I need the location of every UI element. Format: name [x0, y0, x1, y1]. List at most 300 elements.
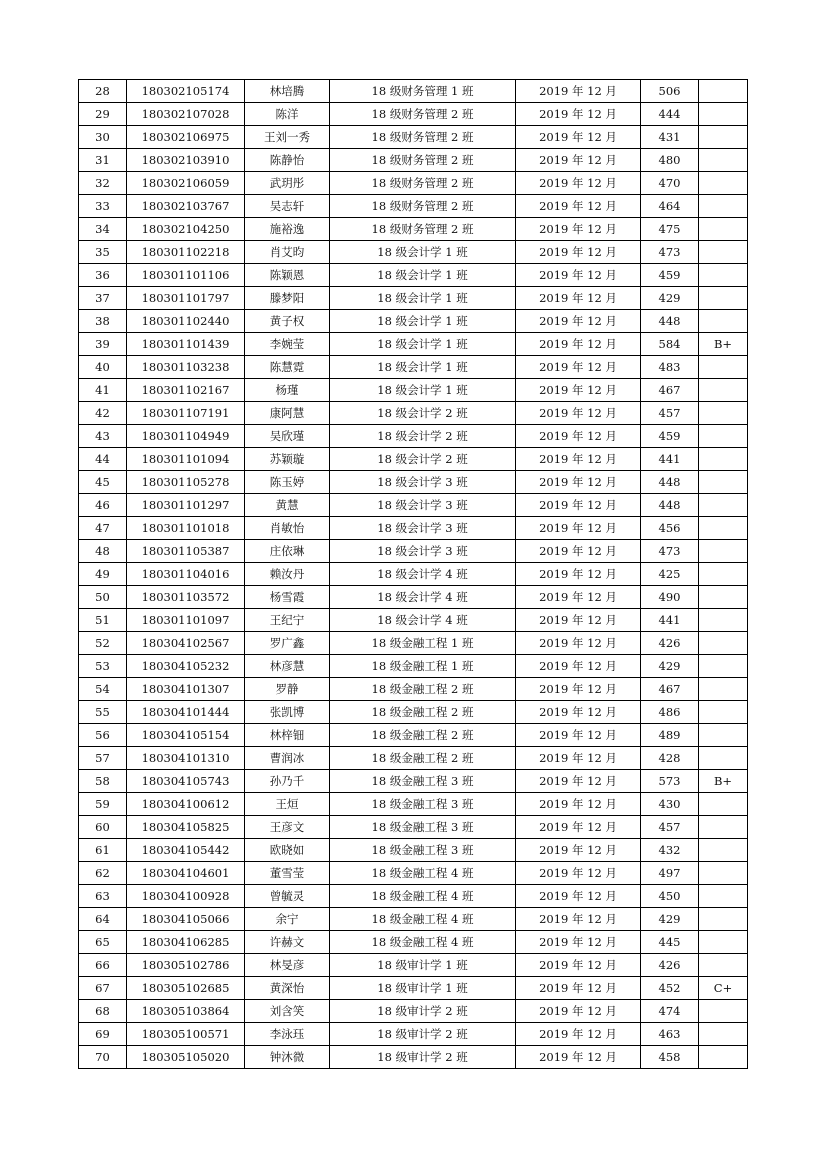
row-number-cell: 44	[79, 448, 127, 471]
student-name-cell: 王纪宁	[245, 609, 330, 632]
student-id-cell: 180304100928	[127, 885, 245, 908]
row-number-cell: 60	[79, 816, 127, 839]
student-name-cell: 王刘一秀	[245, 126, 330, 149]
student-id-cell: 180301101018	[127, 517, 245, 540]
exam-date-cell: 2019 年 12 月	[516, 1046, 641, 1069]
class-cell: 18 级财务管理 2 班	[330, 195, 516, 218]
table-row	[79, 793, 748, 816]
exam-date-cell: 2019 年 12 月	[516, 977, 641, 1000]
student-id-cell: 180304105743	[127, 770, 245, 793]
student-id-cell: 180301104949	[127, 425, 245, 448]
row-number-cell: 50	[79, 586, 127, 609]
student-id-cell: 180304101310	[127, 747, 245, 770]
grade-cell	[699, 540, 748, 563]
student-name-cell: 陈洋	[245, 103, 330, 126]
grade-cell	[699, 494, 748, 517]
exam-date-cell: 2019 年 12 月	[516, 540, 641, 563]
score-cell: 452	[641, 977, 699, 1000]
exam-date-cell: 2019 年 12 月	[516, 655, 641, 678]
table-row	[79, 264, 748, 287]
student-id-cell: 180301101106	[127, 264, 245, 287]
table-row	[79, 1000, 748, 1023]
table-row	[79, 287, 748, 310]
table-row	[79, 954, 748, 977]
student-id-cell: 180304105825	[127, 816, 245, 839]
row-number-cell: 46	[79, 494, 127, 517]
student-name-cell: 肖敏怡	[245, 517, 330, 540]
row-number-cell: 53	[79, 655, 127, 678]
grade-cell	[699, 793, 748, 816]
grade-cell	[699, 701, 748, 724]
student-name-cell: 余宁	[245, 908, 330, 931]
student-id-cell: 180302103910	[127, 149, 245, 172]
row-number-cell: 33	[79, 195, 127, 218]
class-cell: 18 级财务管理 2 班	[330, 172, 516, 195]
score-cell: 470	[641, 172, 699, 195]
table-row	[79, 80, 748, 103]
grade-cell	[699, 310, 748, 333]
score-cell: 459	[641, 425, 699, 448]
score-cell: 430	[641, 793, 699, 816]
score-cell: 425	[641, 563, 699, 586]
student-id-cell: 180301104016	[127, 563, 245, 586]
row-number-cell: 65	[79, 931, 127, 954]
row-number-cell: 69	[79, 1023, 127, 1046]
exam-date-cell: 2019 年 12 月	[516, 885, 641, 908]
class-cell: 18 级会计学 4 班	[330, 586, 516, 609]
student-id-cell: 180305103864	[127, 1000, 245, 1023]
row-number-cell: 40	[79, 356, 127, 379]
table-row	[79, 172, 748, 195]
class-cell: 18 级审计学 2 班	[330, 1023, 516, 1046]
class-cell: 18 级会计学 3 班	[330, 471, 516, 494]
class-cell: 18 级金融工程 1 班	[330, 655, 516, 678]
student-id-cell: 180301101439	[127, 333, 245, 356]
exam-date-cell: 2019 年 12 月	[516, 908, 641, 931]
row-number-cell: 68	[79, 1000, 127, 1023]
class-cell: 18 级财务管理 2 班	[330, 218, 516, 241]
student-id-cell: 180301102218	[127, 241, 245, 264]
score-cell: 456	[641, 517, 699, 540]
class-cell: 18 级审计学 1 班	[330, 977, 516, 1000]
student-name-cell: 刘含笑	[245, 1000, 330, 1023]
table-row	[79, 1046, 748, 1069]
exam-date-cell: 2019 年 12 月	[516, 494, 641, 517]
exam-date-cell: 2019 年 12 月	[516, 379, 641, 402]
student-name-cell: 曹润冰	[245, 747, 330, 770]
class-cell: 18 级金融工程 4 班	[330, 931, 516, 954]
student-name-cell: 吴欣瑾	[245, 425, 330, 448]
student-id-cell: 180301101297	[127, 494, 245, 517]
class-cell: 18 级金融工程 4 班	[330, 862, 516, 885]
student-name-cell: 吴志轩	[245, 195, 330, 218]
grade-cell	[699, 931, 748, 954]
class-cell: 18 级财务管理 2 班	[330, 149, 516, 172]
student-name-cell: 林旻彦	[245, 954, 330, 977]
student-id-cell: 180301101094	[127, 448, 245, 471]
exam-date-cell: 2019 年 12 月	[516, 80, 641, 103]
class-cell: 18 级财务管理 2 班	[330, 126, 516, 149]
exam-date-cell: 2019 年 12 月	[516, 425, 641, 448]
class-cell: 18 级会计学 4 班	[330, 563, 516, 586]
exam-date-cell: 2019 年 12 月	[516, 632, 641, 655]
table-row	[79, 839, 748, 862]
score-cell: 573	[641, 770, 699, 793]
row-number-cell: 61	[79, 839, 127, 862]
exam-date-cell: 2019 年 12 月	[516, 103, 641, 126]
grade-cell	[699, 632, 748, 655]
student-name-cell: 李婉莹	[245, 333, 330, 356]
row-number-cell: 42	[79, 402, 127, 425]
grade-cell: B+	[699, 770, 748, 793]
score-cell: 464	[641, 195, 699, 218]
class-cell: 18 级会计学 1 班	[330, 356, 516, 379]
score-cell: 459	[641, 264, 699, 287]
table-row	[79, 1023, 748, 1046]
student-name-cell: 陈慧霓	[245, 356, 330, 379]
table-row	[79, 333, 748, 356]
exam-date-cell: 2019 年 12 月	[516, 172, 641, 195]
class-cell: 18 级会计学 1 班	[330, 241, 516, 264]
score-cell: 426	[641, 954, 699, 977]
student-name-cell: 黄慧	[245, 494, 330, 517]
score-cell: 473	[641, 540, 699, 563]
table-row	[79, 218, 748, 241]
exam-date-cell: 2019 年 12 月	[516, 563, 641, 586]
grade-cell	[699, 241, 748, 264]
grade-cell	[699, 862, 748, 885]
student-name-cell: 欧晓如	[245, 839, 330, 862]
score-cell: 450	[641, 885, 699, 908]
row-number-cell: 66	[79, 954, 127, 977]
student-id-cell: 180302107028	[127, 103, 245, 126]
grade-cell	[699, 264, 748, 287]
student-id-cell: 180305102786	[127, 954, 245, 977]
student-name-cell: 武玥彤	[245, 172, 330, 195]
table-row	[79, 310, 748, 333]
row-number-cell: 51	[79, 609, 127, 632]
score-cell: 483	[641, 356, 699, 379]
row-number-cell: 63	[79, 885, 127, 908]
row-number-cell: 62	[79, 862, 127, 885]
table-row	[79, 747, 748, 770]
student-id-cell: 180302103767	[127, 195, 245, 218]
student-id-cell: 180301107191	[127, 402, 245, 425]
table-row	[79, 494, 748, 517]
student-name-cell: 康阿慧	[245, 402, 330, 425]
exam-date-cell: 2019 年 12 月	[516, 149, 641, 172]
student-name-cell: 庄依琳	[245, 540, 330, 563]
exam-date-cell: 2019 年 12 月	[516, 287, 641, 310]
student-name-cell: 王彦文	[245, 816, 330, 839]
class-cell: 18 级审计学 1 班	[330, 954, 516, 977]
exam-date-cell: 2019 年 12 月	[516, 218, 641, 241]
score-cell: 473	[641, 241, 699, 264]
exam-date-cell: 2019 年 12 月	[516, 701, 641, 724]
class-cell: 18 级金融工程 3 班	[330, 839, 516, 862]
table-row	[79, 517, 748, 540]
score-cell: 489	[641, 724, 699, 747]
row-number-cell: 45	[79, 471, 127, 494]
exam-date-cell: 2019 年 12 月	[516, 264, 641, 287]
table-row	[79, 885, 748, 908]
grade-cell	[699, 448, 748, 471]
student-name-cell: 杨雪霞	[245, 586, 330, 609]
exam-date-cell: 2019 年 12 月	[516, 241, 641, 264]
grade-cell	[699, 80, 748, 103]
student-name-cell: 许赫文	[245, 931, 330, 954]
student-name-cell: 林梓钿	[245, 724, 330, 747]
table-row	[79, 908, 748, 931]
class-cell: 18 级财务管理 2 班	[330, 103, 516, 126]
student-name-cell: 王烜	[245, 793, 330, 816]
row-number-cell: 28	[79, 80, 127, 103]
grade-cell: B+	[699, 333, 748, 356]
grade-cell	[699, 149, 748, 172]
table-row	[79, 931, 748, 954]
student-name-cell: 黄深怡	[245, 977, 330, 1000]
table-row	[79, 448, 748, 471]
row-number-cell: 41	[79, 379, 127, 402]
class-cell: 18 级会计学 1 班	[330, 333, 516, 356]
class-cell: 18 级会计学 2 班	[330, 448, 516, 471]
student-id-cell: 180301103238	[127, 356, 245, 379]
exam-date-cell: 2019 年 12 月	[516, 724, 641, 747]
table-row	[79, 816, 748, 839]
score-cell: 441	[641, 609, 699, 632]
table-row	[79, 471, 748, 494]
score-cell: 429	[641, 655, 699, 678]
student-name-cell: 黄子权	[245, 310, 330, 333]
exam-date-cell: 2019 年 12 月	[516, 931, 641, 954]
score-cell: 445	[641, 931, 699, 954]
grade-cell	[699, 1046, 748, 1069]
exam-date-cell: 2019 年 12 月	[516, 747, 641, 770]
score-cell: 431	[641, 126, 699, 149]
score-cell: 467	[641, 379, 699, 402]
row-number-cell: 34	[79, 218, 127, 241]
row-number-cell: 48	[79, 540, 127, 563]
grade-cell	[699, 172, 748, 195]
score-cell: 474	[641, 1000, 699, 1023]
exam-date-cell: 2019 年 12 月	[516, 954, 641, 977]
exam-date-cell: 2019 年 12 月	[516, 517, 641, 540]
exam-date-cell: 2019 年 12 月	[516, 1023, 641, 1046]
row-number-cell: 29	[79, 103, 127, 126]
row-number-cell: 36	[79, 264, 127, 287]
score-cell: 506	[641, 80, 699, 103]
class-cell: 18 级会计学 2 班	[330, 402, 516, 425]
exam-date-cell: 2019 年 12 月	[516, 195, 641, 218]
grade-cell	[699, 954, 748, 977]
student-name-cell: 滕梦阳	[245, 287, 330, 310]
class-cell: 18 级金融工程 3 班	[330, 816, 516, 839]
grade-cell	[699, 885, 748, 908]
score-cell: 428	[641, 747, 699, 770]
class-cell: 18 级金融工程 3 班	[330, 793, 516, 816]
row-number-cell: 67	[79, 977, 127, 1000]
class-cell: 18 级金融工程 2 班	[330, 747, 516, 770]
table-row	[79, 724, 748, 747]
row-number-cell: 55	[79, 701, 127, 724]
grade-cell	[699, 655, 748, 678]
table-row	[79, 770, 748, 793]
student-name-cell: 肖艾昀	[245, 241, 330, 264]
score-cell: 467	[641, 678, 699, 701]
class-cell: 18 级会计学 3 班	[330, 494, 516, 517]
grade-cell	[699, 517, 748, 540]
student-id-cell: 180305102685	[127, 977, 245, 1000]
student-name-cell: 陈玉婷	[245, 471, 330, 494]
row-number-cell: 43	[79, 425, 127, 448]
row-number-cell: 52	[79, 632, 127, 655]
student-id-cell: 180304104601	[127, 862, 245, 885]
exam-date-cell: 2019 年 12 月	[516, 609, 641, 632]
student-name-cell: 施裕逸	[245, 218, 330, 241]
grade-cell	[699, 195, 748, 218]
student-id-cell: 180304106285	[127, 931, 245, 954]
class-cell: 18 级会计学 1 班	[330, 310, 516, 333]
student-id-cell: 180301102440	[127, 310, 245, 333]
student-id-cell: 180304105232	[127, 655, 245, 678]
grade-cell	[699, 586, 748, 609]
exam-date-cell: 2019 年 12 月	[516, 816, 641, 839]
exam-date-cell: 2019 年 12 月	[516, 402, 641, 425]
exam-date-cell: 2019 年 12 月	[516, 586, 641, 609]
score-cell: 463	[641, 1023, 699, 1046]
row-number-cell: 32	[79, 172, 127, 195]
table-row	[79, 241, 748, 264]
score-cell: 429	[641, 908, 699, 931]
student-id-cell: 180304100612	[127, 793, 245, 816]
grade-cell	[699, 839, 748, 862]
row-number-cell: 47	[79, 517, 127, 540]
student-name-cell: 罗静	[245, 678, 330, 701]
row-number-cell: 58	[79, 770, 127, 793]
grade-cell	[699, 103, 748, 126]
grade-cell	[699, 724, 748, 747]
row-number-cell: 54	[79, 678, 127, 701]
score-cell: 497	[641, 862, 699, 885]
score-cell: 457	[641, 816, 699, 839]
class-cell: 18 级金融工程 1 班	[330, 632, 516, 655]
class-cell: 18 级金融工程 4 班	[330, 908, 516, 931]
exam-date-cell: 2019 年 12 月	[516, 126, 641, 149]
exam-date-cell: 2019 年 12 月	[516, 678, 641, 701]
grade-cell	[699, 1000, 748, 1023]
student-id-cell: 180305100571	[127, 1023, 245, 1046]
class-cell: 18 级金融工程 3 班	[330, 770, 516, 793]
student-name-cell: 张凯博	[245, 701, 330, 724]
row-number-cell: 31	[79, 149, 127, 172]
table-row	[79, 195, 748, 218]
row-number-cell: 37	[79, 287, 127, 310]
row-number-cell: 35	[79, 241, 127, 264]
exam-date-cell: 2019 年 12 月	[516, 770, 641, 793]
exam-date-cell: 2019 年 12 月	[516, 471, 641, 494]
class-cell: 18 级金融工程 4 班	[330, 885, 516, 908]
exam-date-cell: 2019 年 12 月	[516, 448, 641, 471]
grade-cell	[699, 678, 748, 701]
score-cell: 448	[641, 310, 699, 333]
student-name-cell: 孙乃千	[245, 770, 330, 793]
student-name-cell: 陈颖恩	[245, 264, 330, 287]
score-cell: 486	[641, 701, 699, 724]
score-cell: 441	[641, 448, 699, 471]
table-row	[79, 655, 748, 678]
student-id-cell: 180304105066	[127, 908, 245, 931]
student-id-cell: 180301101097	[127, 609, 245, 632]
student-id-cell: 180302105174	[127, 80, 245, 103]
grade-cell	[699, 908, 748, 931]
table-row	[79, 977, 748, 1000]
student-id-cell: 180301103572	[127, 586, 245, 609]
class-cell: 18 级会计学 1 班	[330, 287, 516, 310]
student-id-cell: 180302106059	[127, 172, 245, 195]
row-number-cell: 70	[79, 1046, 127, 1069]
student-id-cell: 180305105020	[127, 1046, 245, 1069]
grade-cell: C+	[699, 977, 748, 1000]
grade-cell	[699, 126, 748, 149]
grade-cell	[699, 1023, 748, 1046]
student-id-cell: 180302104250	[127, 218, 245, 241]
score-cell: 457	[641, 402, 699, 425]
student-name-cell: 林培腾	[245, 80, 330, 103]
exam-date-cell: 2019 年 12 月	[516, 1000, 641, 1023]
table-row	[79, 379, 748, 402]
grade-cell	[699, 218, 748, 241]
table-row	[79, 678, 748, 701]
table-row	[79, 126, 748, 149]
row-number-cell: 64	[79, 908, 127, 931]
exam-date-cell: 2019 年 12 月	[516, 793, 641, 816]
class-cell: 18 级会计学 2 班	[330, 425, 516, 448]
table-row	[79, 632, 748, 655]
row-number-cell: 49	[79, 563, 127, 586]
table-row	[79, 563, 748, 586]
row-number-cell: 59	[79, 793, 127, 816]
exam-date-cell: 2019 年 12 月	[516, 839, 641, 862]
class-cell: 18 级会计学 3 班	[330, 540, 516, 563]
score-cell: 448	[641, 494, 699, 517]
score-cell: 432	[641, 839, 699, 862]
row-number-cell: 39	[79, 333, 127, 356]
score-table-body	[79, 80, 748, 1069]
exam-date-cell: 2019 年 12 月	[516, 356, 641, 379]
student-id-cell: 180301105278	[127, 471, 245, 494]
grade-cell	[699, 471, 748, 494]
student-id-cell: 180304101307	[127, 678, 245, 701]
table-row	[79, 862, 748, 885]
exam-date-cell: 2019 年 12 月	[516, 310, 641, 333]
table-row	[79, 540, 748, 563]
score-cell: 475	[641, 218, 699, 241]
score-table	[78, 79, 748, 1069]
grade-cell	[699, 747, 748, 770]
grade-cell	[699, 402, 748, 425]
grade-cell	[699, 356, 748, 379]
class-cell: 18 级会计学 3 班	[330, 517, 516, 540]
table-row	[79, 356, 748, 379]
score-cell: 584	[641, 333, 699, 356]
table-row	[79, 425, 748, 448]
student-id-cell: 180304101444	[127, 701, 245, 724]
student-name-cell: 陈静怡	[245, 149, 330, 172]
table-row	[79, 402, 748, 425]
row-number-cell: 57	[79, 747, 127, 770]
class-cell: 18 级会计学 1 班	[330, 264, 516, 287]
student-name-cell: 钟沐微	[245, 1046, 330, 1069]
